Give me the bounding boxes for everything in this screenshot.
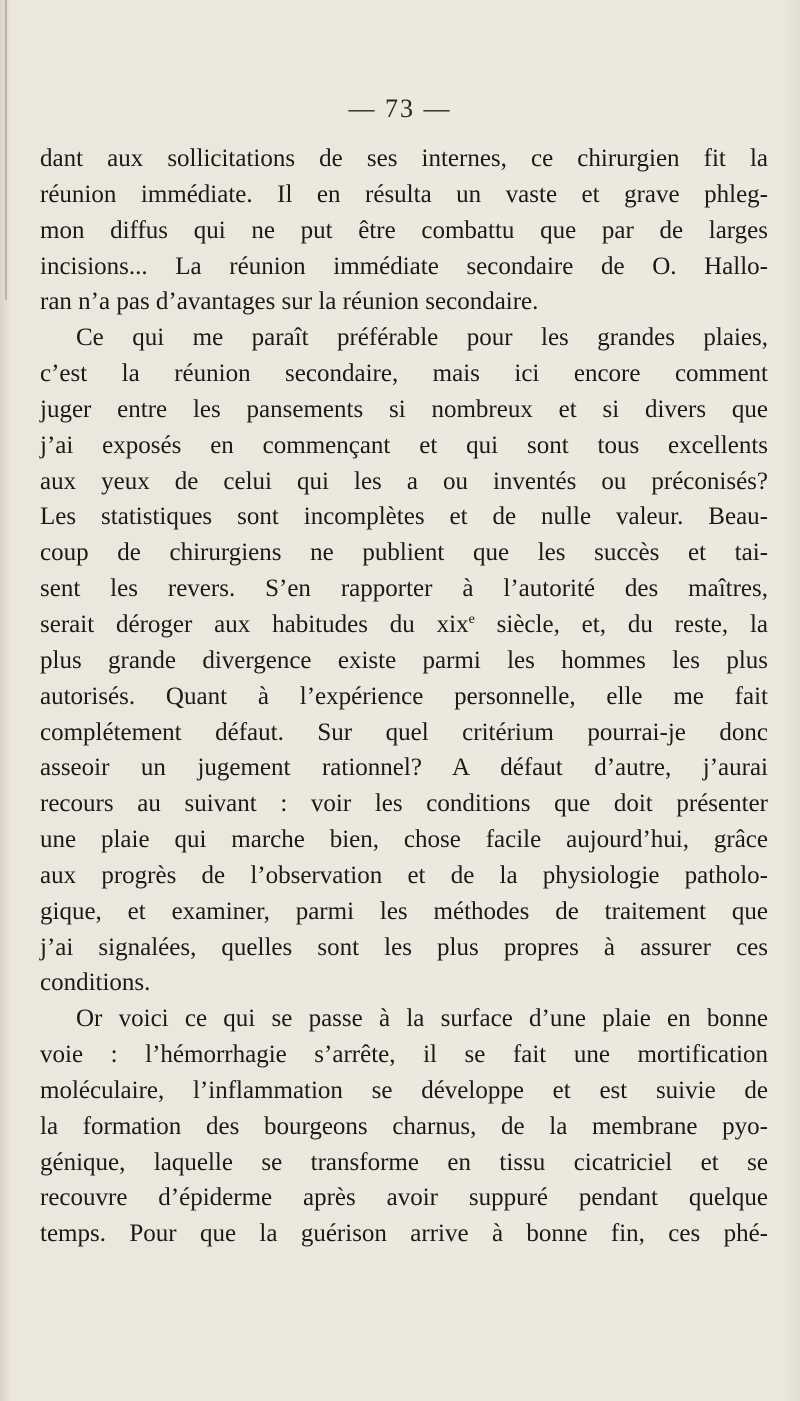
body-text bbox=[40, 141, 768, 1252]
text-line-content: génique, laquelle se transforme en tissu cicatriciel et se bbox=[40, 1148, 768, 1176]
text-line bbox=[40, 1109, 768, 1145]
text-line bbox=[40, 249, 768, 285]
text-line-content: serait déroger aux habitudes du xix bbox=[40, 610, 469, 638]
text-line-content: j’ai signalées, quelles sont les plus propres à assurer ces bbox=[40, 933, 768, 961]
text-line-content: ran n’a pas d’avantages sur la réunion secondaire. bbox=[40, 288, 539, 316]
text-line bbox=[40, 643, 768, 679]
text-line-content: incisions... La réunion immédiate secondaire de O. Hallo- bbox=[40, 252, 768, 280]
text-line-content: aux progrès de l’observation et de la physiologie patholo- bbox=[40, 861, 768, 889]
text-line bbox=[40, 213, 768, 249]
text-line bbox=[40, 177, 768, 213]
text-line bbox=[40, 750, 768, 786]
text-line-continuation: siècle, et, du reste, la bbox=[474, 610, 768, 638]
text-line bbox=[40, 679, 768, 715]
text-line-content: plus grande divergence existe parmi les hommes les plus bbox=[40, 646, 768, 674]
superscript: e bbox=[468, 611, 475, 627]
text-line-content: coup de chirurgiens ne publient que les succès et tai- bbox=[40, 539, 768, 567]
page-number: — 73 — bbox=[348, 94, 452, 123]
text-line bbox=[40, 930, 768, 966]
text-line-content: asseoir un jugement rationnel? A défaut d’autre, j’aurai bbox=[40, 754, 768, 782]
text-line bbox=[40, 1216, 768, 1252]
text-line bbox=[40, 786, 768, 822]
text-line-content: temps. Pour que la guérison arrive à bonne fin, ces phé- bbox=[40, 1220, 768, 1248]
text-line bbox=[40, 535, 768, 571]
text-line-content: aux yeux de celui qui les a ou inventés ou préconisés? bbox=[40, 467, 768, 495]
text-line-content: autorisés. Quant à l’expérience personnelle, elle me fait bbox=[40, 682, 768, 710]
text-line bbox=[40, 607, 768, 643]
text-line-content: mon diffus qui ne put être combattu que par de larges bbox=[40, 216, 768, 244]
text-line-content: complétement défaut. Sur quel critérium pourrai-je donc bbox=[40, 718, 768, 746]
text-line-content: dant aux sollicitations de ses internes, ce chirurgien fit la bbox=[40, 145, 768, 172]
text-line-content: Ce qui me paraît préférable pour les grandes plaies, bbox=[76, 324, 768, 352]
text-line bbox=[40, 1073, 768, 1109]
text-line bbox=[40, 392, 768, 428]
text-line bbox=[40, 858, 768, 894]
text-line bbox=[40, 715, 768, 751]
text-line bbox=[40, 428, 768, 464]
text-line bbox=[40, 1145, 768, 1181]
text-line-content: gique, et examiner, parmi les méthodes de traitement que bbox=[40, 897, 768, 925]
text-line bbox=[40, 894, 768, 930]
text-line bbox=[40, 284, 768, 320]
text-line-content: Les statistiques sont incomplètes et de nulle valeur. Beau- bbox=[40, 503, 768, 531]
text-line bbox=[40, 356, 768, 392]
text-line bbox=[40, 571, 768, 607]
text-line-content: Or voici ce qui se passe à la surface d’une plaie en bonne bbox=[76, 1005, 768, 1033]
text-line-content: sent les revers. S’en rapporter à l’autorité des maîtres, bbox=[40, 575, 768, 603]
text-line-content: recouvre d’épiderme après avoir suppuré pendant quelque bbox=[40, 1184, 768, 1212]
text-line-content: une plaie qui marche bien, chose facile aujourd’hui, grâce bbox=[40, 826, 768, 854]
text-line bbox=[40, 141, 768, 177]
text-line bbox=[40, 499, 768, 535]
text-line bbox=[40, 464, 768, 500]
text-line bbox=[40, 1180, 768, 1216]
text-line-content: voie : l’hémorrhagie s’arrête, il se fait une mortification bbox=[40, 1041, 768, 1069]
text-line-content: j’ai exposés en commençant et qui sont tous excellents bbox=[40, 431, 768, 459]
text-line-content: recours au suivant : voir les conditions que doit présenter bbox=[40, 790, 768, 818]
text-line-content: conditions. bbox=[40, 969, 151, 997]
text-line bbox=[40, 320, 768, 356]
page-gutter-line bbox=[5, 0, 7, 300]
text-line bbox=[40, 965, 768, 1001]
text-line-content: la formation des bourgeons charnus, de la membrane pyo- bbox=[40, 1112, 768, 1140]
text-line bbox=[40, 822, 768, 858]
text-line-content: réunion immédiate. Il en résulta un vaste et grave phleg- bbox=[40, 180, 768, 208]
text-line-content: moléculaire, l’inflammation se développe et est suivie de bbox=[40, 1076, 768, 1104]
text-line-content: juger entre les pansements si nombreux et si divers que bbox=[40, 395, 768, 423]
text-line-content: c’est la réunion secondaire, mais ici encore comment bbox=[40, 360, 768, 388]
text-line bbox=[40, 1037, 768, 1073]
text-line bbox=[40, 1001, 768, 1037]
